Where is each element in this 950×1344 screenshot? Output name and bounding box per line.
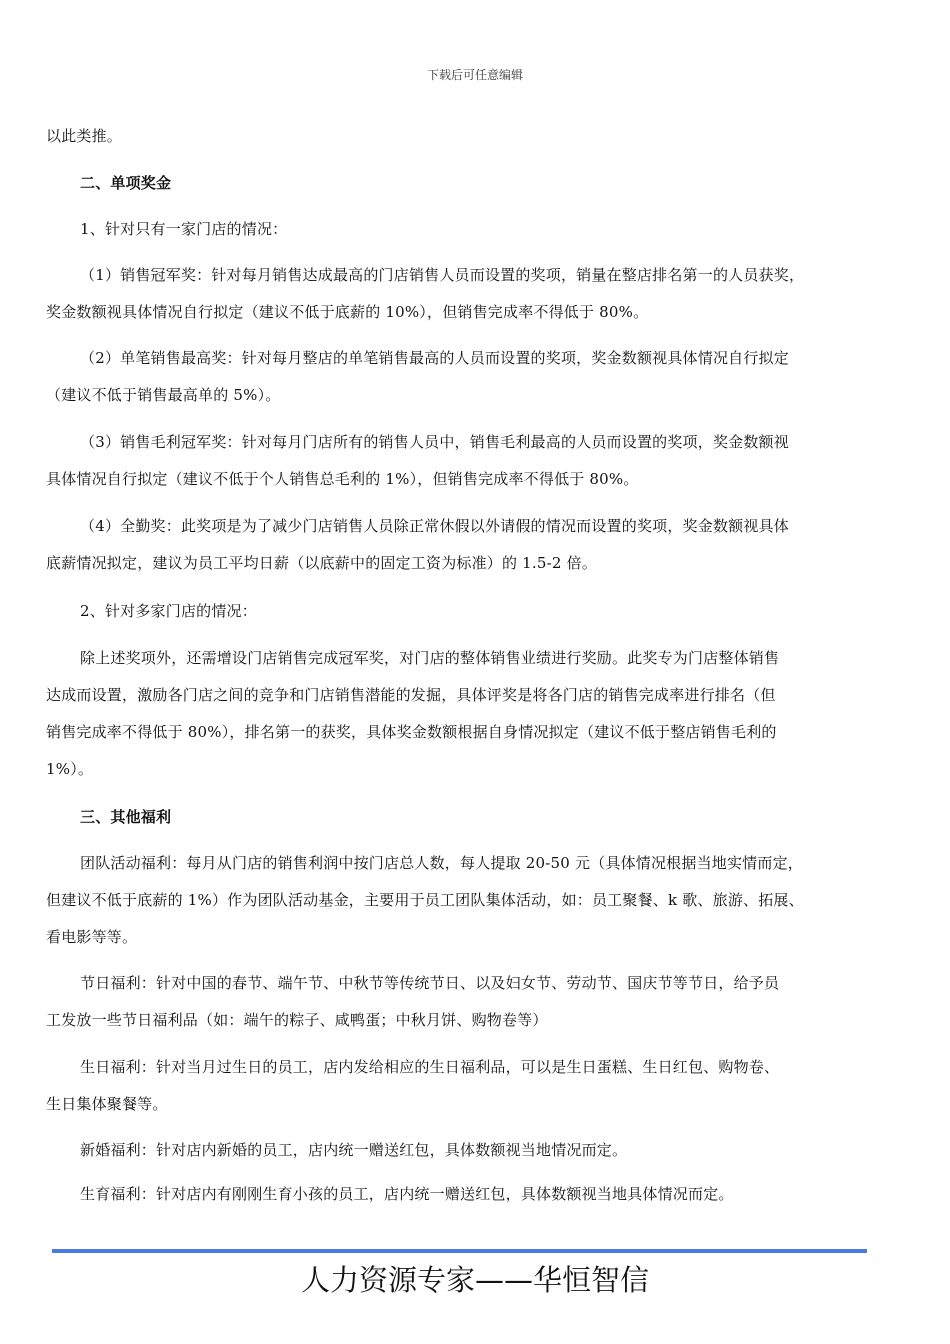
footer-slogan: 人力资源专家——华恒智信 <box>300 1263 649 1297</box>
paragraph-single-sale <box>46 340 876 414</box>
text-line: 除上述奖项外，还需增设门店销售完成冠军奖，对门店的整体销售业绩进行奖励。此奖专为门店整体销售 <box>80 649 780 667</box>
paragraph-festival <box>46 965 876 1039</box>
text-line: 1%）。 <box>46 760 94 778</box>
text-line: 新婚福利：针对店内新婚的员工，店内统一赠送红包，具体数额视当地情况而定。 <box>80 1141 628 1159</box>
paragraph-childbirth <box>46 1176 876 1213</box>
heading-text: 三、其他福利 <box>80 808 172 826</box>
text-line: 节日福利：针对中国的春节、端午节、中秋节等传统节日、以及妇女节、劳动节、国庆节等节日，给予员 <box>80 974 780 992</box>
subheading-multi-store <box>80 593 910 630</box>
footer-divider <box>52 1249 867 1253</box>
text-line: （建议不低于销售最高单的 5%）。 <box>46 386 281 404</box>
paragraph-margin-champion <box>46 424 876 498</box>
text-line: （1）销售冠军奖：针对每月销售达成最高的门店销售人员而设置的奖项，销量在整店排名第一的人员获奖， <box>80 266 805 284</box>
text-line: 达成而设置，激励各门店之间的竞争和门店销售潜能的发掘，具体评奖是将各门店的销售完成率进行排名（但 <box>46 686 776 704</box>
page-header: 下载后可任意编辑 <box>426 68 523 82</box>
text-line: 生日集体聚餐等。 <box>46 1095 168 1113</box>
paragraph-birthday <box>46 1049 876 1123</box>
text-line: 底薪情况拟定，建议为员工平均日薪（以底薪中的固定工资为标准）的 1.5-2 倍。 <box>46 554 598 572</box>
text-line: 销售完成率不得低于 80%），排名第一的获奖，具体奖金数额根据自身情况拟定（建议不低于整店销售毛利的 <box>46 723 777 741</box>
text-line: 团队活动福利：每月从门店的销售利润中按门店总人数，每人提取 20-50 元（具体情况根据当地实情而定， <box>80 854 803 872</box>
text-line: 1、针对只有一家门店的情况： <box>80 220 288 238</box>
text-line: 生日福利：针对当月过生日的员工，店内发给相应的生日福利品，可以是生日蛋糕、生日红包、购物卷、 <box>80 1058 780 1076</box>
paragraph-wedding <box>46 1132 876 1169</box>
text-line: （4）全勤奖：此奖项是为了减少门店销售人员除正常休假以外请假的情况而设置的奖项，奖金数额视具体 <box>80 517 789 535</box>
paragraph-attendance <box>46 508 876 582</box>
text-line: 奖金数额视具体情况自行拟定（建议不低于底薪的 10%），但销售完成率不得低于 80%。 <box>46 303 649 321</box>
text-line: （3）销售毛利冠军奖：针对每月门店所有的销售人员中，销售毛利最高的人员而设置的奖项，奖金数额视 <box>80 433 789 451</box>
text-line: 工发放一些节日福利品（如：端午的粽子、咸鸭蛋；中秋月饼、购物卷等） <box>46 1011 548 1029</box>
text-line: 以此类推。 <box>46 127 123 145</box>
text-line: 看电影等等。 <box>46 928 138 946</box>
paragraph-sales-champion <box>46 257 876 331</box>
text-line: （2）单笔销售最高奖：针对每月整店的单笔销售最高的人员而设置的奖项，奖金数额视具体情况自行拟定 <box>80 349 789 367</box>
subheading-single-store <box>80 211 910 248</box>
paragraph-team-activity <box>46 845 876 956</box>
text-line: 生育福利：针对店内有刚刚生育小孩的员工，店内统一赠送红包，具体数额视当地具体情况而定。 <box>80 1185 734 1203</box>
text-line: 2、针对多家门店的情况： <box>80 602 257 620</box>
section-heading-bonus <box>80 165 910 202</box>
section-heading-welfare <box>80 799 910 836</box>
text-line: 但建议不低于底薪的 1%）作为团队活动基金，主要用于员工团队集体活动，如：员工聚餐、k 歌、旅游、拓展、 <box>46 891 804 909</box>
text-line: 具体情况自行拟定（建议不低于个人销售总毛利的 1%），但销售完成率不得低于 80%。 <box>46 470 639 488</box>
heading-text: 二、单项奖金 <box>80 174 172 192</box>
paragraph-intro <box>46 118 876 155</box>
paragraph-multi-store <box>46 640 876 788</box>
